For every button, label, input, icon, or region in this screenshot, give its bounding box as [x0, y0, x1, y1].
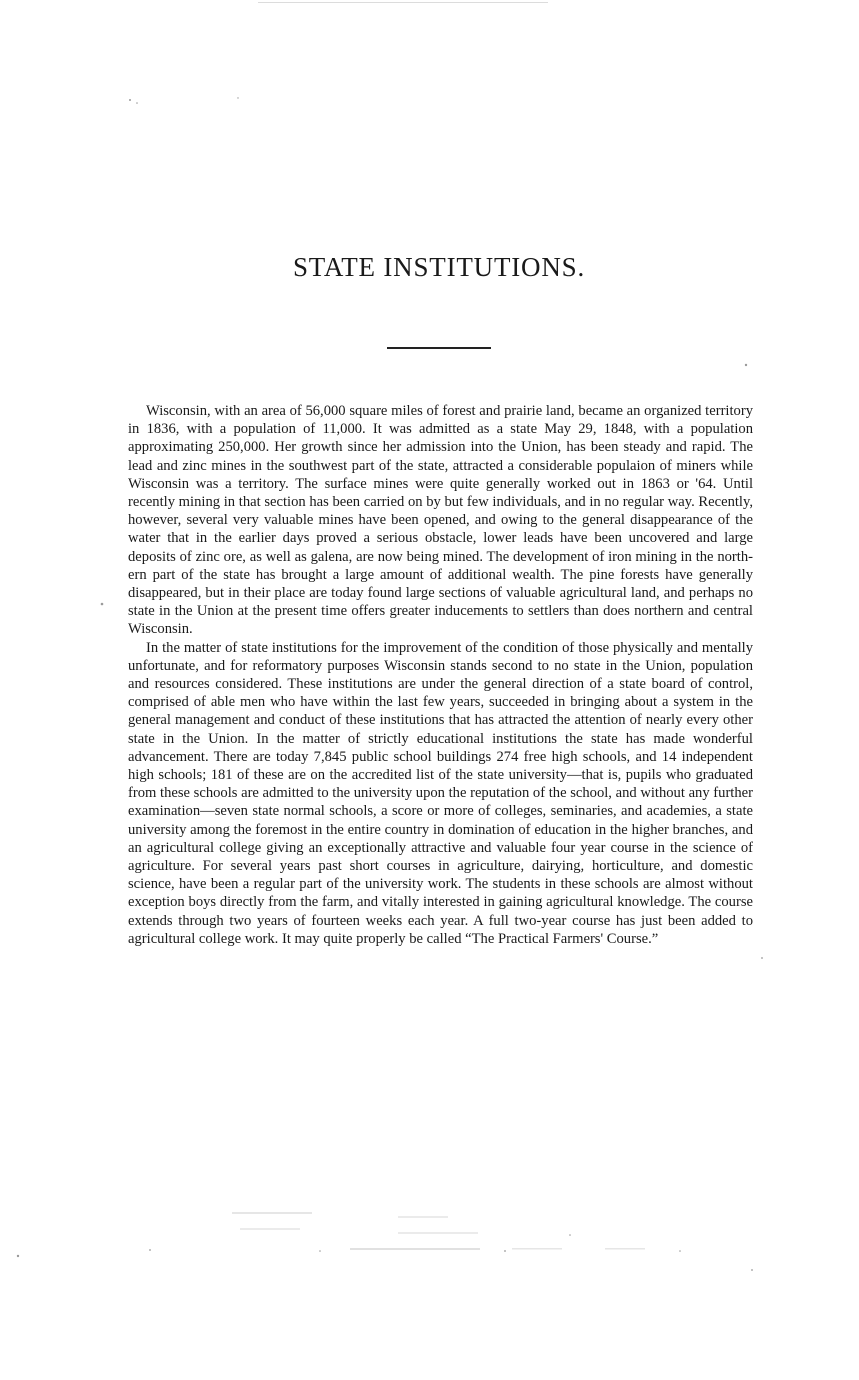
body-text: [128, 402, 753, 948]
paragraph-wisconsin-history: Wisconsin, with an area of 56,000 square miles of forest and prairie land, became an organized territory in 1836, with a population of 11,000. It was admitted as a state May 29, 1848, with a population approximating 250,000. Her growth since her admission into the Union, has been steady and rapid. The lead and zinc mines in the southwest part of the state, attracted a considerable populaion of miners while Wisconsin was a territory. The surface mines were quite generally worked out in 1863 or '64. Until recently mining in that section has been carried on by but few individuals, and in no regular way. Recently, however, several very valuable mines have been opened, and owing to the general disappearance of the water that in the earlier days proved a serious obstacle, lower leads have been uncovered and large deposits of zinc ore, as well as galena, are now being mined. The development of iron mining in the northern part of the state has brought a large amount of additional wealth. The pine forests have generally disappeared, but in their place are today found large sections of valuable agricultural land, and perhaps no state in the Union at the present time offers greater inducements to settlers than does northern and central Wisconsin.: [128, 403, 753, 638]
paragraph-state-institutions: In the matter of state institutions for the improvement of the condition of those physically and mentally unfortunate, and for reformatory purposes Wisconsin stands second to no state in the Union, population and resources considered. These institutions are under the general direction of a state board of control, comprised of able men who have within the last few years, succeeded in bringing about a system in the general management and conduct of these institutions that has attracted the attention of nearly every other state in the Union. In the matter of strictly educational institutions the state has made wonderful advancement. There are today 7,845 public school buildings 274 free high schools, and 14 independent high schools; 181 of these are on the accredited list of the state university—that is, pupils who graduated from these schools are admitted to the university upon the reputation of the school, and without any further examination—seven state normal schools, a score or more of colleges, seminaries, and academies, a state university among the foremost in the entire country in domination of education in the higher branches, and an agricultural college giving an exceptionally attractive and valuable four year course in the science of agriculture. For several years past short courses in agriculture, dairying, horticulture, and domestic science, have been a regular part of the university work. The students in these schools are almost without exception boys directly from the farm, and vitally interested in gaining agricultural knowledge. The course extends through two years of fourteen weeks each year. A full two-year course has just been added to agricultural college work. It may quite properly be called “The Practical Farmers' Course.”: [128, 639, 753, 947]
page-title: STATE INSTITUTIONS.: [292, 252, 586, 282]
title-divider: [387, 347, 491, 349]
